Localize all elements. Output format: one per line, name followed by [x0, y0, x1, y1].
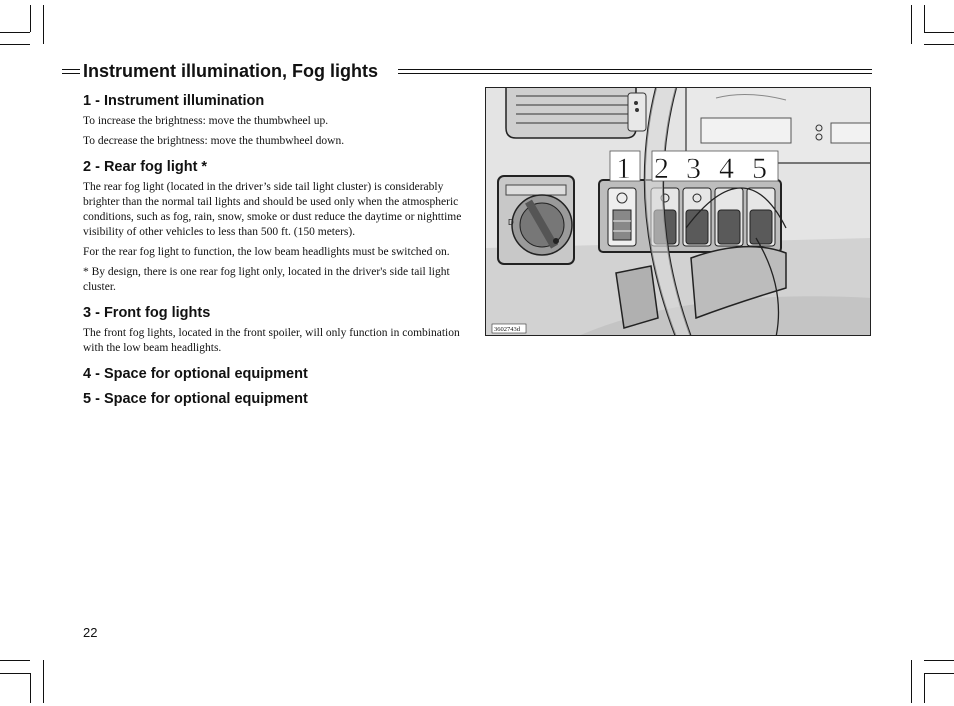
section-rear-fog-light [83, 159, 468, 295]
dashboard-illustration [485, 87, 871, 336]
section-heading: 3 - Front fog lights [83, 305, 211, 321]
callout-5: 5 [752, 152, 767, 185]
paragraph: The rear fog light (located in the driver’s side tail light cluster) is considerably brighter than the normal tail lights and should be used only when the atmospheric conditions, such as fog, rain, snow, smoke or dust reduce the daytime or nighttime visibility of other vehicles to less than 500 ft. (150 meters). [83, 181, 462, 238]
section-heading: 5 - Space for optional equipment [83, 391, 308, 407]
paragraph: To decrease the brightness: move the thumbwheel down. [83, 135, 345, 147]
section-instrument-illumination [83, 93, 468, 149]
section-front-fog-lights [83, 305, 468, 356]
callout-1: 1 [616, 152, 631, 185]
callout-3: 3 [686, 152, 701, 185]
paragraph: For the rear fog light to function, the low beam headlights must be switched on. [83, 246, 450, 258]
page-title-row [62, 60, 872, 84]
callout-4: 4 [719, 152, 734, 185]
page-title: Instrument illumination, Fog lights [83, 60, 381, 82]
paragraph: To increase the brightness: move the thumbwheel up. [83, 115, 329, 127]
section-heading: 1 - Instrument illumination [83, 93, 265, 109]
title-rule-left [62, 69, 80, 74]
title-rule-right [398, 69, 872, 74]
text-column [83, 93, 468, 418]
paragraph: * By design, there is one rear fog light only, located in the driver's side tail light cluster. [83, 266, 450, 293]
paragraph: The front fog lights, located in the front spoiler, will only function in combination with the low beam headlights. [83, 327, 460, 354]
section-heading: 2 - Rear fog light * [83, 159, 208, 175]
page-number: 22 [83, 625, 98, 640]
section-heading: 4 - Space for optional equipment [83, 366, 308, 382]
section-optional-equipment-5 [83, 391, 468, 408]
dashboard-drawing [486, 88, 871, 336]
callout-2: 2 [654, 152, 669, 185]
image-code: 3602743d [494, 326, 520, 333]
knob-letter: D [508, 218, 514, 227]
section-optional-equipment-4 [83, 366, 468, 383]
